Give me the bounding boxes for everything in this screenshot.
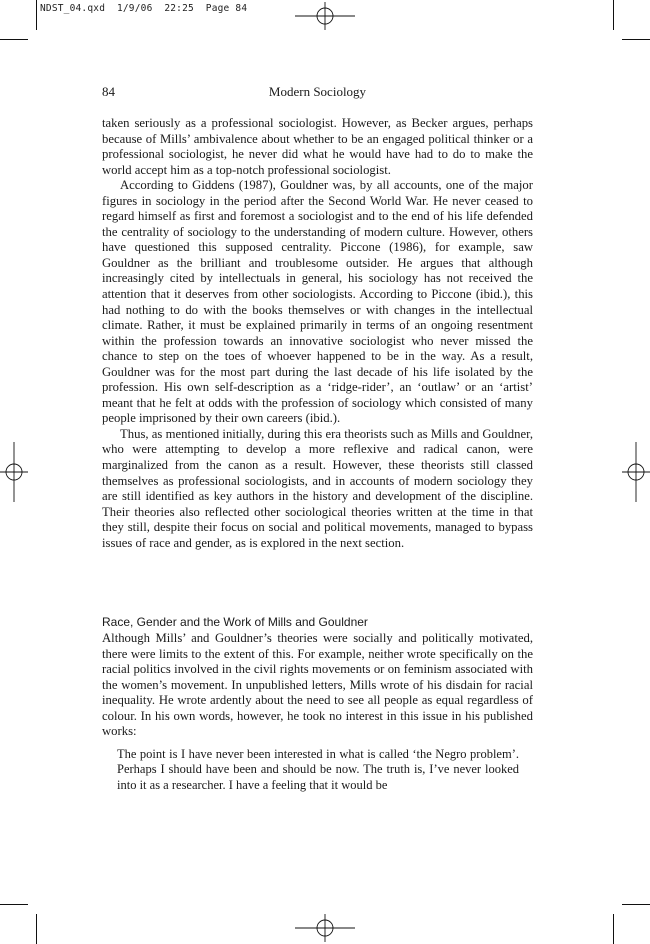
crop-mark-bottom-left-v — [36, 914, 37, 944]
registration-mark-bottom — [295, 914, 355, 942]
crop-mark-bottom-right-h — [622, 904, 650, 905]
registration-mark-left — [0, 442, 28, 502]
section-race-gender — [102, 614, 533, 794]
crop-mark-top-left-v — [36, 0, 37, 30]
crop-mark-top-right-h — [622, 39, 650, 40]
crop-mark-bottom-right-v — [613, 914, 614, 944]
paragraph-giddens: According to Giddens (1987), Gouldner was, by all accounts, one of the major figures in sociology in the period after the Second World War. He never ceased to regard himself as first and foremost a sociologist and to the end of his life defended the centrality of sociology to the understanding of modern culture. However, others have questioned this supposed centrality. Piccone (1986), for example, saw Gouldner as the brilliant and troublesome outsider. He argues that although increasingly cited by intellectuals in general, his sociology has not received the attention that it deserves from other sociologists. According to Piccone (ibid.), this had nothing to do with the books themselves or with changes in the intellectual climate. Rather, it must be explained primarily in terms of an ongoing resentment within the profession towards an innovative sociologist who never missed the chance to step on the toes of whoever happened to be in the way. As a result, Gouldner was for the most part during the last decade of his life isolated by the profession. His own self-description as a ‘ridge-rider’, an ‘outlaw’ or an ‘artist’ meant that he felt at odds with the profession of sociology which consisted of many people imprisoned by their own careers (ibid.). — [102, 178, 533, 426]
slug-page: Page 84 — [205, 3, 248, 14]
running-header — [102, 84, 533, 100]
running-title: Modern Sociology — [268, 84, 367, 99]
crop-mark-bottom-left-h — [0, 904, 28, 905]
page-number: 84 — [102, 84, 115, 99]
section-paragraph: Although Mills’ and Gouldner’s theories were socially and politically motivated, there were limits to the extent of this. For example, neither wrote specifically on the racial politics involved in the civil rights movements or on feminism associated with the women’s movement. In unpublished letters, Mills wrote of his disdain for racial inequality. He wrote ardently about the need to see all people as equal regardless of colour. In his own words, however, he took no interest in this issue in his published works: — [102, 631, 533, 739]
paragraph-continued: taken seriously as a professional sociologist. However, as Becker argues, perhaps because of Mills’ ambivalence about whether to be an engaged political thinker or a professional sociologist, he never did what he would have had to do to make the world accept him as a top-notch professional sociologist. — [102, 116, 533, 177]
slug-time: 22:25 — [164, 3, 194, 14]
slug-date: 1/9/06 — [116, 3, 153, 14]
paragraph-canon: Thus, as mentioned initially, during this era theorists such as Mills and Gouldner, who were attempting to develop a more reflexive and radical canon, were marginalized from the canon as a result. However, these theorists still classed themselves as professional sociologists, and in accounts of modern sociology they are still identified as key authors in the history and development of the discipline. Their theories also reflected other sociological theories written at the time in that they still, despite their focus on social and political movements, managed to bypass issues of race and gender, as is explored in the next section. — [102, 426, 533, 550]
registration-mark-top — [295, 2, 355, 30]
crop-mark-top-right-v — [613, 0, 614, 30]
slug-file: NDST_04.qxd — [40, 3, 106, 14]
section-heading: Race, Gender and the Work of Mills and Gouldner — [102, 615, 368, 629]
block-quote: The point is I have never been interested in what is called ‘the Negro problem’. Perhaps I should have been and should be now. The truth is, I’ve never looked into it as a researcher. I have a feeling that it would be — [117, 746, 519, 793]
registration-mark-right — [622, 442, 650, 502]
crop-mark-top-left-h — [0, 39, 28, 40]
body-text — [102, 116, 533, 551]
printer-slug — [40, 3, 247, 14]
